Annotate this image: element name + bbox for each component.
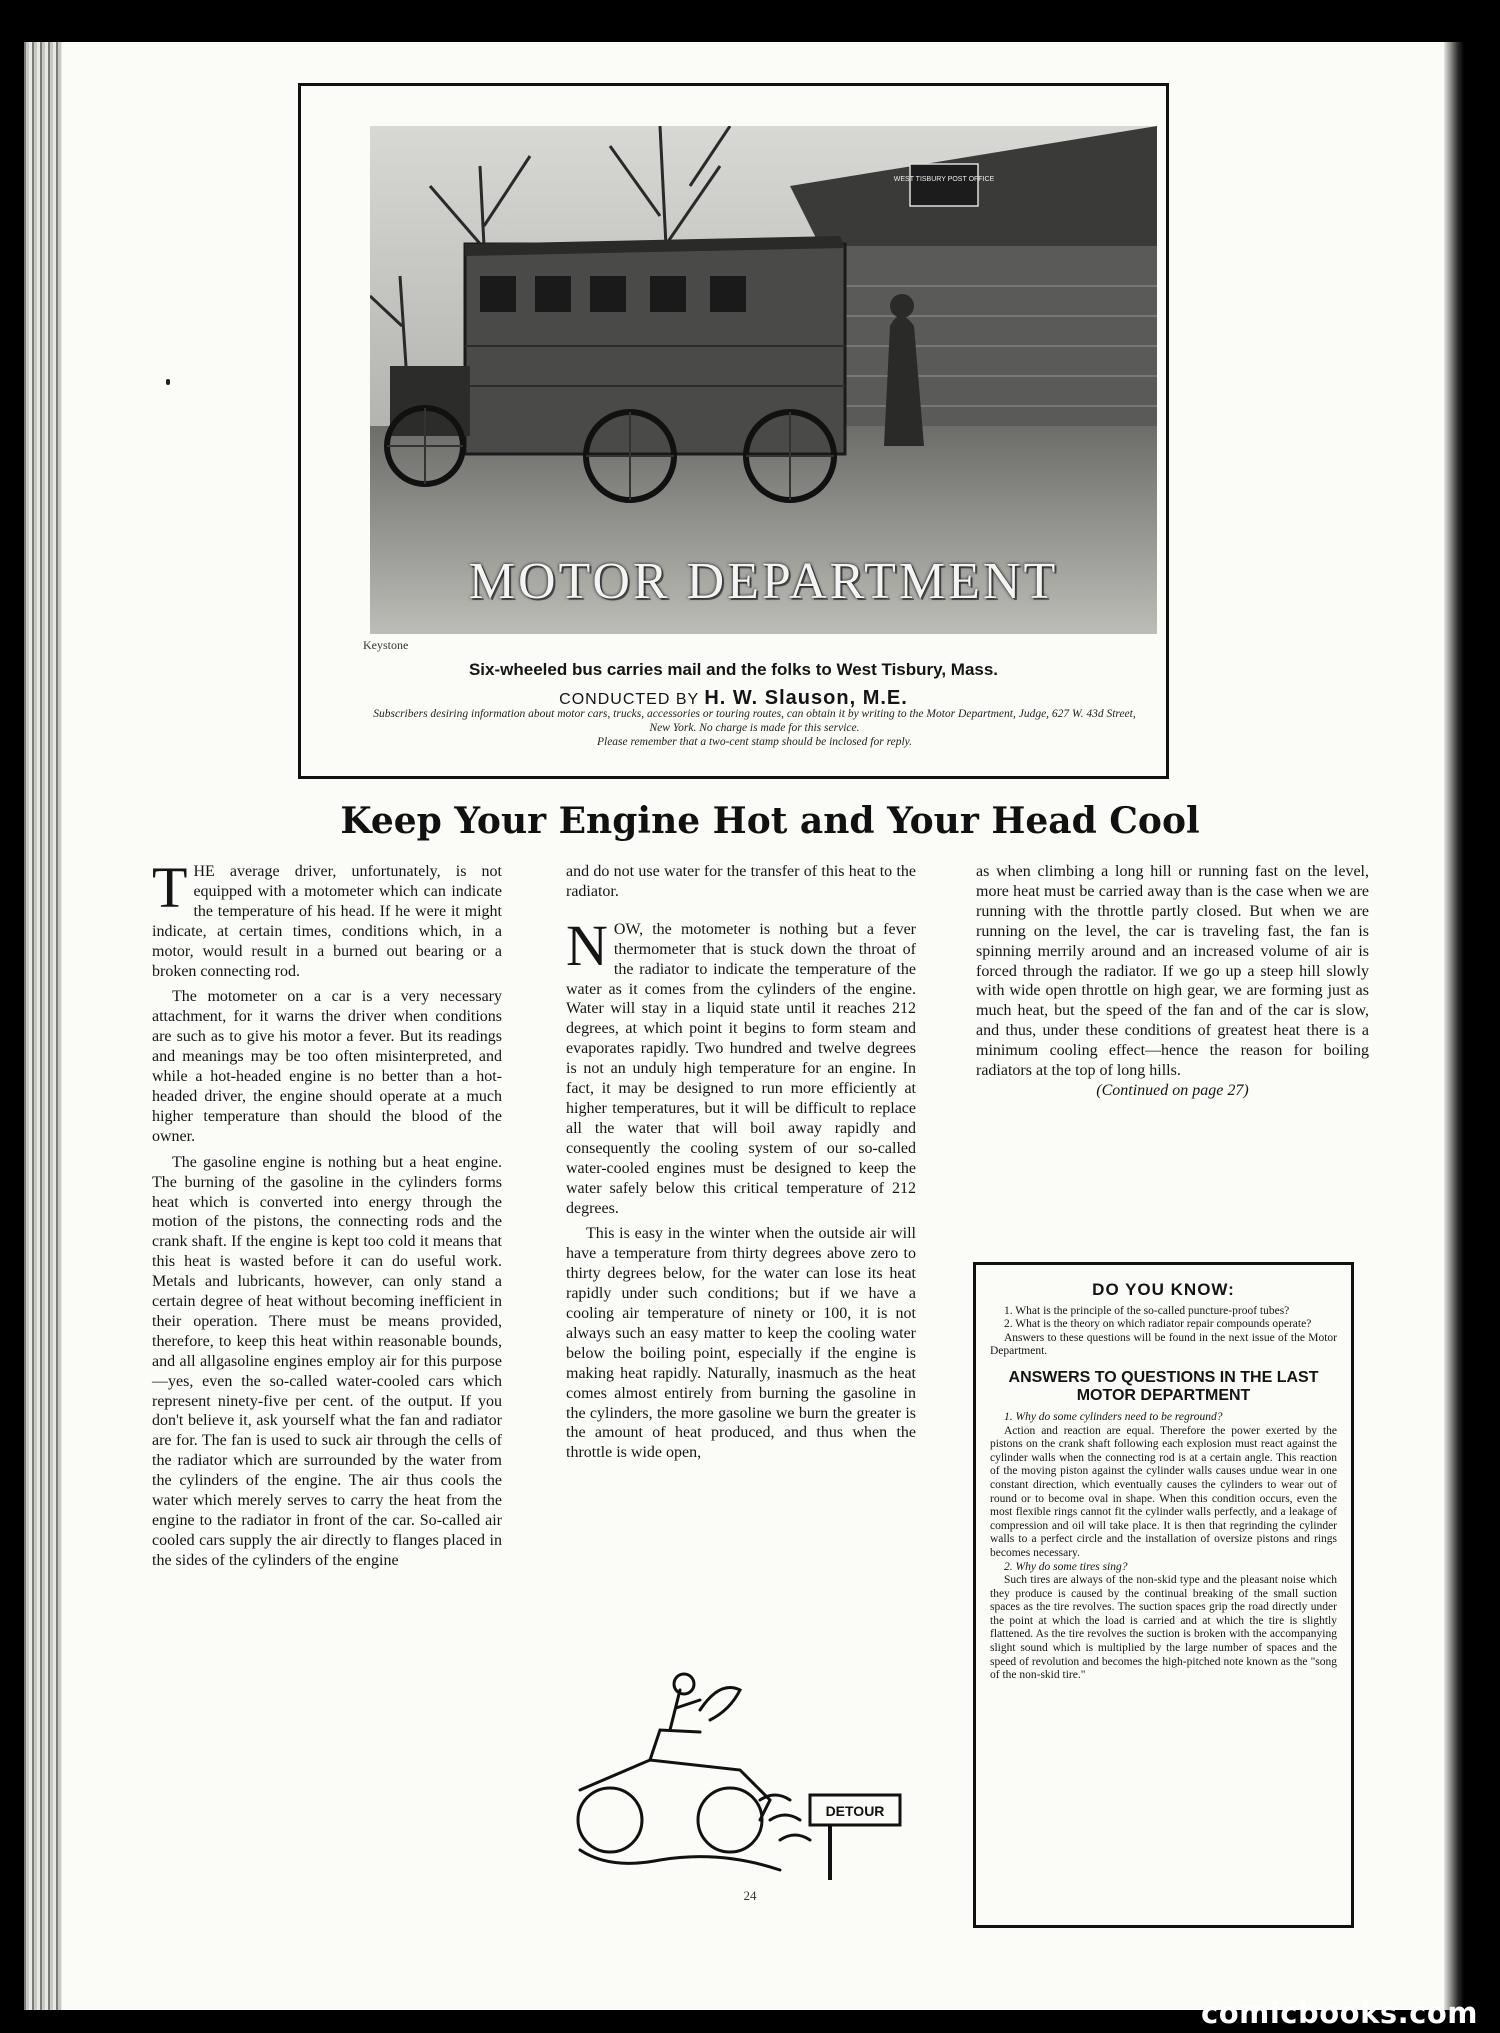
paragraph: OW, the motometer is nothing but a fever thermometer that is stuck down the throat of the radiator to indicate the temperature of the water as it comes from the cylinders of the engine. Water will stay in a liquid state until it reaches 212 degrees, at which point it begins to form steam and evaporates rapidly. Two hundred and twelve degrees is not an unduly high temperature for an engine. In fact, it may be designed to run more efficiently at higher temperatures, but it will be difficult to replace all the water that will boil away rapidly and consequently the cooling system of our so-called water-cooled engines must be designed to keep the water safely below this critical temperature of 212 degrees. [566,920,916,1217]
site-watermark: comicbooks.com [1201,1996,1478,2030]
article-column-1 [152,855,502,1571]
photo-credit: Keystone [363,638,409,652]
page-right-edge [1444,42,1464,2010]
question-note: Answers to these questions will be found in the next issue of the Motor Department. [990,1331,1337,1358]
drop-cap: T [152,855,188,920]
paragraph: as when climbing a long hill or running fast on the level, more heat must be carried away than is the case when we are running with the throttle partly closed. But when we are running on the level, the car is traveling fast, the fan is spinning merrily around and an increased volume of air is forced through the radiator. If we go up a steep hill slowly with wide open throttle on high gear, we are forming just as much heat, but the speed of the fan and of the car is slow, and thus, under these conditions of greatest heat there is a minimum cooling effect—hence the reason for boiling radiators at the top of long hills. [976,863,1369,1080]
byline-name: H. W. Slauson, M.E. [704,687,908,709]
byline-prefix: CONDUCTED BY [559,691,699,708]
binding-spine [24,42,62,2010]
paragraph: and do not use water for the transfer of this heat to the radiator. [566,863,916,900]
do-you-know-box [973,1262,1354,1928]
page-number: 24 [743,1888,757,1903]
paragraph: The motometer on a car is a very necessary attachment, for it warns the driver when conditions are such as to give his motor a fever. But its readings and meanings may be too often misinterpreted, and while a hot-headed engine is no better than a hot-headed driver, the engine should operate at a much higher temperature than should the blood of the owner. [152,988,502,1145]
photo-caption: Six-wheeled bus carries mail and the folks to West Tisbury, Mass. [468,660,999,679]
notice-line-2: Please remember that a two-cent stamp should be inclosed for reply. [596,736,913,748]
detour-sign-text: DETOUR [825,1803,885,1819]
notice-line-1: Subscribers desiring information about motor cars, trucks, accessories or touring routes, can obtain it by writing to the Motor Department, Judge, 627 W. 43d Street, New York. No charge is made for this service. [373,708,1136,734]
continued-note: (Continued on page 27) [1096,1081,1249,1099]
ink-speck [166,379,170,385]
question: 2. What is the theory on which radiator repair compounds operate? [1004,1318,1312,1331]
paragraph: The gasoline engine is nothing but a heat engine. The burning of the gasoline in the cylinders forms heat which is converted into energy through the motion of the pistons, the connecting rods and the crank shaft. If the engine is kept too cold it means that this heat is wasted before it can do useful work. Metals and lubricants, however, can only stand a certain degree of heat without becoming inefficient in their operation. There must be means provided, therefore, to keep this heat within reasonable bounds, and all allgasoline engines employ air for this purpose—yes, even the so-called water-cooled cars which represent ninety-five per cent. of the output. If you don't believe it, ask yourself what the fan and radiator are for. The fan is used to suck air through the cells of the radiator which are surrounded by the water from the cylinders of the engine. The air thus cools the water which merely serves to carry the heat from the engine to the radiator in front of the car. So-called air cooled cars supply the air directly to flanges placed in the sides of the cylinders of the engine [152,1153,502,1569]
answer-question: 2. Why do some tires sing? [1004,1560,1128,1573]
box-title: DO YOU KNOW: [1092,1280,1235,1299]
question: 1. What is the principle of the so-called puncture-proof tubes? [1004,1304,1290,1317]
answer: Such tires are always of the non-skid type and the pleasant noise which they produce is caused by the continual breaking of the small suction spaces as the tire revolves. The suction spaces grip the road directly under the point at which the load is carried and at which the tire is slightly flattened. As the tire revolves the suction is broken with the accompanying slight sound which is multiplied by the large number of spaces and the speed of revolution and becomes the high-pitched note known as the "song of the non-skid tire." [990,1574,1337,1682]
car-cartoon [560,1670,940,1900]
article-column-2 [566,862,916,1463]
article-headline: Keep Your Engine Hot and Your Head Cool [340,800,1200,842]
answer: Action and reaction are equal. Therefore the power exerted by the pistons on the crank shaft following each explosion must react against the cylinder walls when the connecting rod is at a certain angle. This reaction of the moving piston against the cylinder walls causes undue wear in one constant direction, which eventually causes the cylinders to wear out of round or to become oval in shape. When this condition occurs, even the most flexible rings cannot fit the cylinder walls perfectly, and a leakage of compression and oil will take place. It is then that regrinding the cylinder walls to a perfect circle and the installation of oversize pistons and rings becomes necessary. [990,1424,1337,1559]
answers-title: ANSWERS TO QUESTIONS IN THE LAST MOTOR DEPARTMENT [1008,1368,1319,1404]
drop-cap: N [566,912,608,978]
post-office-sign-text: WEST TISBURY POST OFFICE [893,176,995,183]
answer-question: 1. Why do some cylinders need to be reground? [1004,1410,1223,1423]
subscriber-notice [372,707,1137,749]
paragraph: This is easy in the winter when the outside air will have a temperature from thirty degrees above zero to thirty degrees below, for the water can lose its heat rapidly under such conditions; but if we have a cooling air temperature of ninety or 100, it is not always such an easy matter to keep the cooling water below the boiling point, especially if the engine is making heat rapidly. Naturally, inasmuch as the heat comes almost entirely from burning the gasoline in the cylinders, the more gasoline we burn the greater is the amount of heat produced, and thus when the throttle is wide open, [566,1225,916,1462]
paragraph: HE average driver, unfortunately, is not equipped with a motometer which can indicate the temperature of his head. If he were it might indicate, at certain times, conditions which, in a motor, would result in a burned out bearing or a broken connecting rod. [152,863,502,980]
photo-title: MOTOR DEPARTMENT [468,553,1059,610]
article-column-3 [976,862,1369,1101]
